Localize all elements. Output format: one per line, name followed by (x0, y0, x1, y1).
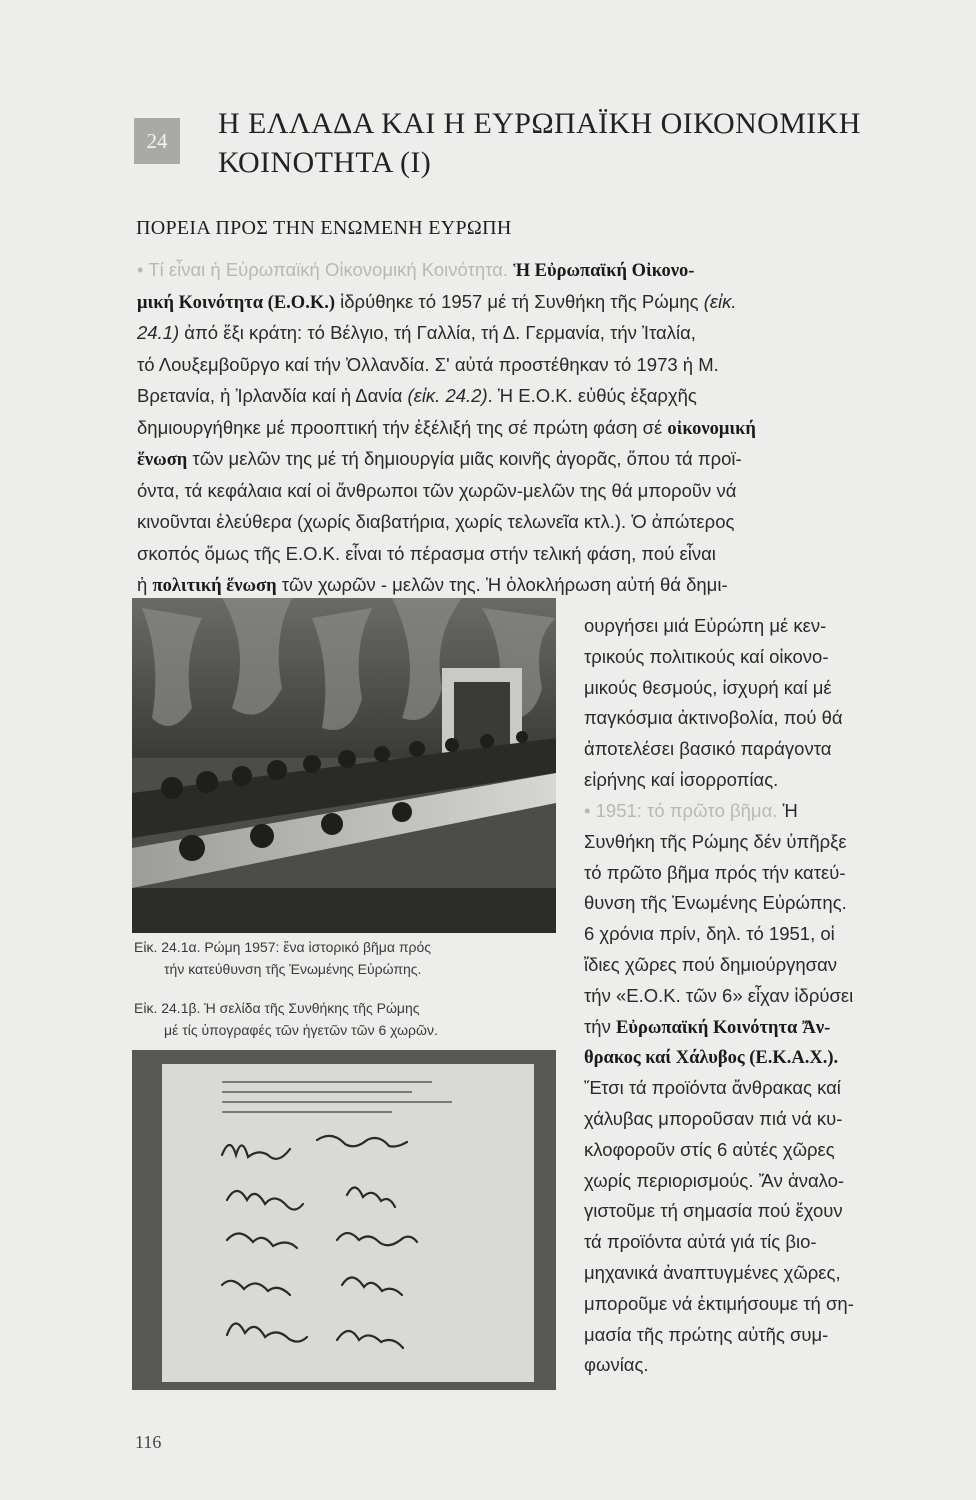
bullet-icon: • (137, 259, 144, 280)
chapter-number-badge (134, 118, 180, 164)
caption-figure-24-1a: Εἰκ. 24.1α. Ρώμη 1957: ἕνα ἱστορικό βῆμα πρός τήν κατεύθυνση τῆς Ἑνωμένης Εὐρώπης. (134, 939, 432, 977)
chapter-title-line-1: Η ΕΛΛΑΔΑ ΚΑΙ Η ΕΥΡΩΠΑΪΚΗ ΟΙΚΟΝΟΜΙΚΗ (218, 107, 861, 140)
section-heading: ΠΟΡΕΙΑ ΠΡΟΣ ΤΗΝ ΕΝΩΜΕΝΗ ΕΥΡΩΠΗ (136, 217, 512, 239)
paragraph-eok-continued: ουργήσει μιά Εὐρώπη μέ κεν- τρικούς πολιτικούς καί οἰκονο- μικούς θεσμούς, ἰσχυρή καί μέ παγκόσμια ἀκτινοβολία, πού θά ἀποτελέσει βασικό παράγοντα εἰρήνης καί ἰσορροπίας. (584, 615, 843, 790)
chapter-title-line-2: ΚΟΙΝΟΤΗΤΑ (Ι) (218, 146, 432, 179)
signing-ceremony-image (132, 598, 556, 933)
photo-treaty-signatures-page (132, 1050, 556, 1390)
chapter-title (218, 104, 918, 182)
photo-rome-1957-signing (132, 598, 556, 933)
bullet-icon: • (584, 800, 591, 821)
paragraph-eok: • Τί εἶναι ἡ Εὐρωπαϊκή Οἰκονομική Κοινότητα. Ἡ Εὐρωπαϊκή Οἰκονο- μική Κοινότητα (Ε.Ο.Κ.) ἱδρύθηκε τό 1957 μέ τή Συνθήκη τῆς Ρώμης (εἰκ. 24.1) ἀπό ἕξι κράτη: τό Βέλγιο, τή Γαλλία, τή Δ. Γερμανία, τήν Ἰταλία, τό Λουξεμβοῦργο καί τήν Ὀλλανδία. Σ' αὐτά προστέθηκαν τό 1973 ἡ Μ. Βρετανία, ἡ Ἰρλανδία καί ἡ Δανία (εἰκ. 24.2). Ἡ Ε.Ο.Κ. εὐθύς ἐξαρχῆς δημιουργήθηκε μέ προοπτική τήν ἐξέλιξή της σέ πρώτη φάση σέ οἰκονομική ἕνωση τῶν μελῶν της μέ τή δημιουργία μιᾶς κοινῆς ἀγορᾶς, ὅπου τά προϊ- όντα, τά κεφάλαια καί οἱ ἄνθρωποι τῶν χωρῶν-μελῶν της θά μποροῦν νά κινοῦνται ἐλεύθερα (χωρίς διαβατήρια, χωρίς τελωνεῖα κτλ.). Ὁ ἀπώτερος σκοπός ὅμως τῆς Ε.Ο.Κ. εἶναι τό πέρασμα στήν τελική φάση, πού εἶναι ἡ πολιτική ἕνωση τῶν χωρῶν - μελῶν της. Ἡ ὁλοκλήρωση αὐτή θά δημι- (137, 259, 756, 596)
page-number: 116 (135, 1432, 162, 1452)
chapter-number: 24 (146, 128, 168, 153)
treaty-signatures-image (132, 1050, 556, 1390)
paragraph-1951: • 1951: τό πρῶτο βῆμα. Ἡ Συνθήκη τῆς Ρώμης δέν ὑπῆρξε τό πρῶτο βῆμα πρός τήν κατεύ- θυνση τῆς Ἑνωμένης Εὐρώπης. 6 χρόνια πρίν, δηλ. τό 1951, οἱ ἴδιες χῶρες πού δημιούργησαν τήν «Ε.Ο.Κ. τῶν 6» εἶχαν ἱδρύσει τήν Εὐρωπαϊκή Κοινότητα Ἄν- θρακος καί Χάλυβος (Ε.Κ.Α.Χ.). Ἔτσι τά προϊόντα ἄνθρακας καί χάλυβας μποροῦσαν πιά νά κυ- κλοφοροῦν στίς 6 αὐτές χῶρες χωρίς περιορισμούς. Ἄν ἀναλο- γιστοῦμε τή σημασία πού ἔχουν τά προϊόντα αὐτά γιά τίς βιο- μηχανικά ἀναπτυγμένες χῶρες, μποροῦμε νά ἐκτιμήσουμε τή ση- μασία τῆς πρώτης αὐτῆς συμ- φωνίας. (584, 800, 854, 1376)
caption-figure-24-1b: Εἰκ. 24.1β. Ἡ σελίδα τῆς Συνθήκης τῆς Ρώμης μέ τίς ὑπογραφές τῶν ἡγετῶν τῶν 6 χωρῶν. (134, 1000, 438, 1038)
